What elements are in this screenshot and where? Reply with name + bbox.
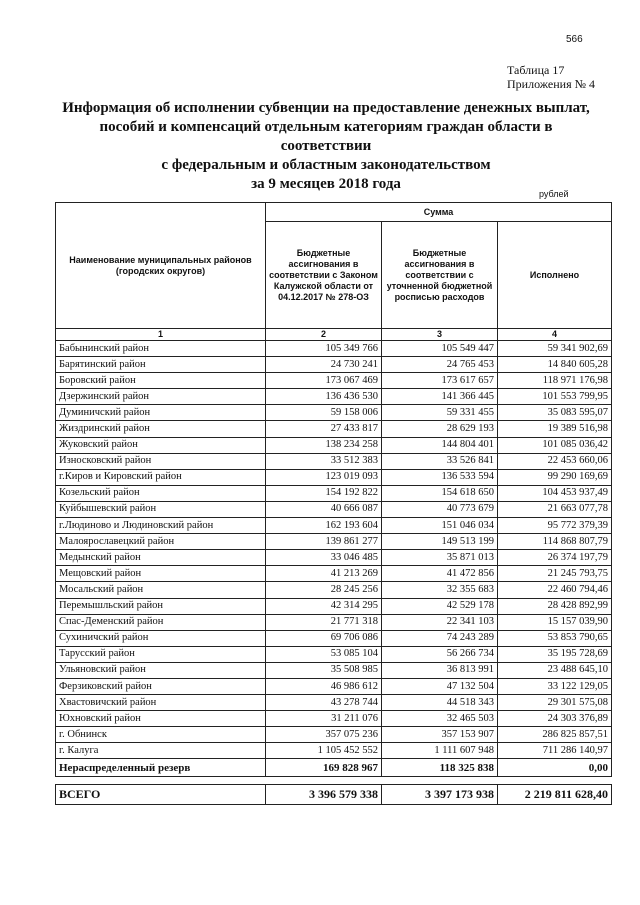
table-row [56,534,612,550]
reserve-executed: 0,00 [498,759,612,777]
district-name: Бабынинский район [56,341,266,357]
law-allocation: 53 085 104 [266,646,382,662]
table-row [56,469,612,485]
refined-allocation: 59 331 455 [382,405,498,421]
header-sum: Сумма [266,203,612,222]
refined-allocation: 22 341 103 [382,614,498,630]
appendix-label: Приложения № 4 [507,77,596,91]
district-name: Ульяновский район [56,662,266,678]
district-name: Хвастовичский район [56,695,266,711]
law-allocation: 31 211 076 [266,711,382,727]
refined-allocation: 41 472 856 [382,566,498,582]
title-line-1: Информация об исполнении субвенции на предоставление денежных выплат, [62,100,590,116]
refined-allocation: 35 871 013 [382,550,498,566]
executed-amount: 59 341 902,69 [498,341,612,357]
reserve-refined-allocation: 118 325 838 [382,759,498,777]
column-number: 1 [56,329,266,341]
refined-allocation: 36 813 991 [382,662,498,678]
table-row [56,582,612,598]
law-allocation: 27 433 817 [266,421,382,437]
refined-allocation: 141 366 445 [382,389,498,405]
title-line-4: за 9 месяцев 2018 года [251,176,401,192]
district-name: Износковский район [56,453,266,469]
reserve-row [56,759,612,777]
executed-amount: 101 553 799,95 [498,389,612,405]
total-row [56,785,612,805]
law-allocation: 33 046 485 [266,550,382,566]
executed-amount: 286 825 857,51 [498,727,612,743]
law-allocation: 138 234 258 [266,437,382,453]
column-number: 4 [498,329,612,341]
table-row [56,630,612,646]
district-name: г.Киров и Кировский район [56,469,266,485]
law-allocation: 21 771 318 [266,614,382,630]
header-executed: Исполнено [498,222,612,329]
refined-allocation: 47 132 504 [382,678,498,694]
executed-amount: 28 428 892,99 [498,598,612,614]
table-row [56,550,612,566]
law-allocation: 24 730 241 [266,357,382,373]
table-row [56,518,612,534]
district-name: Сухиничский район [56,630,266,646]
title-line-3: с федеральным и областным законодательством [161,157,491,173]
table-row [56,678,612,694]
law-allocation: 123 019 093 [266,469,382,485]
refined-allocation: 32 465 503 [382,711,498,727]
table-label-block [507,63,595,91]
law-allocation: 46 986 612 [266,678,382,694]
executed-amount: 21 663 077,78 [498,501,612,517]
executed-amount: 14 840 605,28 [498,357,612,373]
law-allocation: 40 666 087 [266,501,382,517]
law-allocation: 42 314 295 [266,598,382,614]
total-law-allocation: 3 396 579 338 [266,785,382,805]
total-executed: 2 219 811 628,40 [498,785,612,805]
law-allocation: 59 158 006 [266,405,382,421]
law-allocation: 43 278 744 [266,695,382,711]
column-number: 3 [382,329,498,341]
refined-allocation: 44 518 343 [382,695,498,711]
table-row [56,389,612,405]
title-line-2: пособий и компенсаций отдельным категориям граждан области в соответствии [99,119,553,154]
district-name: Жиздринский район [56,421,266,437]
executed-amount: 711 286 140,97 [498,743,612,759]
executed-amount: 95 772 379,39 [498,518,612,534]
refined-allocation: 32 355 683 [382,582,498,598]
executed-amount: 35 195 728,69 [498,646,612,662]
executed-amount: 104 453 937,49 [498,485,612,501]
executed-amount: 22 460 794,46 [498,582,612,598]
district-name: Ферзиковский район [56,678,266,694]
refined-allocation: 136 533 594 [382,469,498,485]
district-name: Медынский район [56,550,266,566]
law-allocation: 105 349 766 [266,341,382,357]
district-name: Думиничский район [56,405,266,421]
table-row [56,453,612,469]
law-allocation: 41 213 269 [266,566,382,582]
table-row [56,501,612,517]
executed-amount: 35 083 595,07 [498,405,612,421]
district-name: Дзержинский район [56,389,266,405]
law-allocation: 162 193 604 [266,518,382,534]
executed-amount: 101 085 036,42 [498,437,612,453]
refined-allocation: 357 153 907 [382,727,498,743]
district-name: г. Калуга [56,743,266,759]
refined-allocation: 24 765 453 [382,357,498,373]
table-number-label: Таблица 17 [507,63,565,77]
executed-amount: 24 303 376,89 [498,711,612,727]
district-name: Перемышльский район [56,598,266,614]
district-name: Тарусский район [56,646,266,662]
table-row [56,614,612,630]
header-law-allocations: Бюджетные ассигнования в соответствии с Законом Калужской области от 04.12.2017 № 278-ОЗ [266,222,382,329]
district-name: г. Обнинск [56,727,266,743]
executed-amount: 114 868 807,79 [498,534,612,550]
executed-amount: 22 453 660,06 [498,453,612,469]
law-allocation: 139 861 277 [266,534,382,550]
district-name: Спас-Деменский район [56,614,266,630]
law-allocation: 1 105 452 552 [266,743,382,759]
refined-allocation: 173 617 657 [382,373,498,389]
table-row [56,662,612,678]
table-row [56,421,612,437]
table-row [56,373,612,389]
district-name: Куйбышевский район [56,501,266,517]
law-allocation: 357 075 236 [266,727,382,743]
refined-allocation: 154 618 650 [382,485,498,501]
table-row [56,646,612,662]
spacer-row [56,777,612,785]
refined-allocation: 151 046 034 [382,518,498,534]
header-refined-allocations: Бюджетные ассигнования в соответствии с уточненной бюджетной росписью расходов [382,222,498,329]
table-row [56,357,612,373]
law-allocation: 173 067 469 [266,373,382,389]
district-name: Юхновский район [56,711,266,727]
district-name: Мещовский район [56,566,266,582]
table-row [56,437,612,453]
district-name: Мосальский район [56,582,266,598]
law-allocation: 154 192 822 [266,485,382,501]
table-row [56,598,612,614]
refined-allocation: 56 266 734 [382,646,498,662]
document-title [56,99,596,194]
law-allocation: 33 512 383 [266,453,382,469]
law-allocation: 69 706 086 [266,630,382,646]
table-row [56,566,612,582]
district-name: Козельский район [56,485,266,501]
table-row [56,743,612,759]
law-allocation: 28 245 256 [266,582,382,598]
executed-amount: 26 374 197,79 [498,550,612,566]
district-name: Барятинский район [56,357,266,373]
executed-amount: 15 157 039,90 [498,614,612,630]
table-row [56,727,612,743]
table-row [56,405,612,421]
executed-amount: 21 245 793,75 [498,566,612,582]
units-label: рублей [539,189,569,199]
executed-amount: 118 971 176,98 [498,373,612,389]
total-refined-allocation: 3 397 173 938 [382,785,498,805]
executed-amount: 23 488 645,10 [498,662,612,678]
refined-allocation: 42 529 178 [382,598,498,614]
executed-amount: 19 389 516,98 [498,421,612,437]
refined-allocation: 1 111 607 948 [382,743,498,759]
refined-allocation: 74 243 289 [382,630,498,646]
executed-amount: 29 301 575,08 [498,695,612,711]
refined-allocation: 28 629 193 [382,421,498,437]
district-name: Жуковский район [56,437,266,453]
district-name: г.Людиново и Людиновский район [56,518,266,534]
page-number: 566 [566,34,583,45]
table-row [56,695,612,711]
table-row [56,711,612,727]
executed-amount: 99 290 169,69 [498,469,612,485]
column-number: 2 [266,329,382,341]
refined-allocation: 105 549 447 [382,341,498,357]
law-allocation: 136 436 530 [266,389,382,405]
header-name: Наименование муниципальных районов (городских округов) [56,203,266,329]
district-name: Малоярославецкий район [56,534,266,550]
law-allocation: 35 508 985 [266,662,382,678]
reserve-law-allocation: 169 828 967 [266,759,382,777]
executed-amount: 33 122 129,05 [498,678,612,694]
table-row [56,341,612,357]
executed-amount: 53 853 790,65 [498,630,612,646]
refined-allocation: 40 773 679 [382,501,498,517]
total-name: ВСЕГО [56,785,266,805]
reserve-name: Нераспределенный резерв [56,759,266,777]
refined-allocation: 33 526 841 [382,453,498,469]
subvention-table [55,202,612,805]
district-name: Боровский район [56,373,266,389]
refined-allocation: 144 804 401 [382,437,498,453]
refined-allocation: 149 513 199 [382,534,498,550]
table-row [56,485,612,501]
